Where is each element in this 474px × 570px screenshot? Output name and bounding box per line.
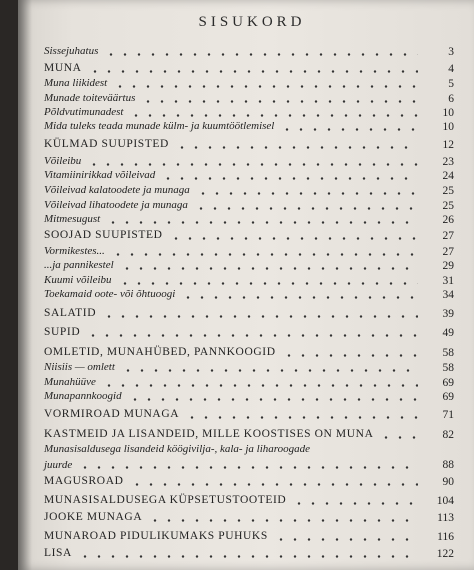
dot-leader <box>148 519 418 522</box>
toc-entry-title: MUNAROAD PIDULIKUMAKS PUHUKS <box>44 530 268 542</box>
dot-leader <box>161 177 418 180</box>
toc-entry-title: Munade toiteväärtus <box>44 92 136 104</box>
toc-entry-title: JOOKE MUNAGA <box>44 511 143 523</box>
toc-entry-page: 27 <box>442 246 454 258</box>
toc-entry-page: 29 <box>442 260 454 272</box>
toc-entry-title: MUNA <box>44 62 82 74</box>
toc-entry-title: Vitamiinirikkad võileivad <box>44 169 156 181</box>
toc-entry <box>44 137 454 151</box>
toc-entry-title: Munapannkoogid <box>44 390 122 402</box>
toc-entry-title: Niisiis — omlett <box>44 361 115 373</box>
toc-entry <box>44 244 454 258</box>
toc-entry <box>44 183 454 197</box>
toc-entry-title: KÜLMAD SUUPISTED <box>44 138 169 150</box>
toc-entry-title: Võileivad lihatoodete ja munaga <box>44 199 188 211</box>
dot-leader <box>120 267 418 270</box>
toc-entry-title: Sissejuhatus <box>44 45 99 57</box>
toc-entry <box>44 119 454 133</box>
toc-entry-page: 27 <box>442 230 454 242</box>
toc-entry-page: 25 <box>442 185 454 197</box>
page-title: SISUKORD <box>198 14 306 30</box>
toc-entry <box>44 258 454 272</box>
dot-leader <box>141 100 418 103</box>
toc-entry <box>44 228 454 242</box>
dot-leader <box>113 85 418 88</box>
toc-entry <box>44 212 454 226</box>
page-gutter-shadow <box>18 0 32 570</box>
toc-entry-page: 10 <box>442 121 454 133</box>
toc-entry-page: 88 <box>442 459 454 471</box>
toc-entry <box>44 76 454 90</box>
toc-entry <box>44 474 454 488</box>
toc-entry-page: 58 <box>442 347 454 359</box>
toc-entry <box>44 306 454 320</box>
toc-entry-title: KASTMEID JA LISANDEID, MILLE KOOSTISES ON MUNA <box>44 428 374 440</box>
dot-leader <box>102 315 418 318</box>
toc-entry-page: 113 <box>437 512 454 524</box>
toc-entry-title: Munasisaldusega lisandeid köögivilja-, kala- ja liharoogade <box>44 443 311 455</box>
dot-leader <box>175 146 418 149</box>
toc-entry-page: 69 <box>442 391 454 403</box>
toc-entry-page: 116 <box>437 531 454 543</box>
toc-entry-page: 31 <box>442 275 454 287</box>
toc-entry-title: SOOJAD SUUPISTED <box>44 229 163 241</box>
toc-entry <box>44 287 454 301</box>
toc-entry <box>44 443 454 471</box>
toc-entry-page: 26 <box>442 214 454 226</box>
toc-entry-page: 34 <box>442 289 454 301</box>
dot-leader <box>88 70 418 73</box>
toc-entry-title: VORMIROAD MUNAGA <box>44 408 180 420</box>
toc-entry-title-continuation: juurde <box>44 459 73 471</box>
dot-leader <box>274 538 418 541</box>
dot-leader <box>104 53 418 56</box>
toc-entry-title: Toekamaid oote- või õhtuoogi <box>44 288 176 300</box>
toc-entry-title: SUPID <box>44 326 81 338</box>
toc-entry <box>44 546 454 560</box>
dot-leader <box>86 334 418 337</box>
dot-leader <box>78 555 418 558</box>
toc-entry <box>44 375 454 389</box>
toc-entry-page: 10 <box>442 107 454 119</box>
toc-entry <box>44 529 454 543</box>
dot-leader <box>78 466 418 469</box>
toc-entry-page: 69 <box>442 377 454 389</box>
dot-leader <box>280 128 418 131</box>
toc-entry-title: ...ja pannikestel <box>44 259 114 271</box>
toc-entry-title: Võileibu <box>44 155 82 167</box>
toc-entry-title: SALATID <box>44 307 97 319</box>
toc-entry-page: 4 <box>448 63 454 75</box>
toc-entry-title: OMLETID, MUNAHÜBED, PANNKOOGID <box>44 346 276 358</box>
toc-entry-title: Muna liikidest <box>44 77 108 89</box>
toc-entry <box>44 198 454 212</box>
dot-leader <box>121 369 418 372</box>
dot-leader <box>106 221 418 224</box>
toc-entry-page: 49 <box>442 327 454 339</box>
toc-entry-title: MAGUSROAD <box>44 475 124 487</box>
toc-entry <box>44 427 454 441</box>
toc-entry-page: 58 <box>442 362 454 374</box>
toc-entry <box>44 389 454 403</box>
book-page <box>18 0 474 570</box>
toc-entry <box>44 44 454 58</box>
toc-entry <box>44 61 454 75</box>
toc-entry-page: 39 <box>442 308 454 320</box>
toc-entry-title: Munahüüve <box>44 376 96 388</box>
toc-entry <box>44 168 454 182</box>
dot-leader <box>102 384 418 387</box>
dot-leader <box>111 253 418 256</box>
toc-entry-title: Võileivad kalatoodete ja munaga <box>44 184 190 196</box>
toc-entry-page: 23 <box>442 156 454 168</box>
toc-entry <box>44 407 454 421</box>
toc-entry-title: MUNASISALDUSEGA KÜPSETUSTOOTEID <box>44 494 287 506</box>
toc-entry <box>44 510 454 524</box>
toc-entry <box>44 273 454 287</box>
dot-leader <box>118 282 418 285</box>
dot-leader <box>87 163 418 166</box>
toc-entry-page: 12 <box>442 139 454 151</box>
toc-entry <box>44 345 454 359</box>
toc-entry-title: Kuumi võileibu <box>44 274 112 286</box>
toc-entry <box>44 325 454 339</box>
dot-leader <box>169 237 418 240</box>
toc-entry-page: 3 <box>448 46 454 58</box>
toc-entry-page: 90 <box>442 476 454 488</box>
toc-entry-page: 122 <box>436 548 454 560</box>
dot-leader <box>282 354 418 357</box>
dot-leader <box>196 192 418 195</box>
dot-leader <box>130 483 418 486</box>
toc-entry-title: Mida tuleks teada munade külm- ja kuumtöötlemisel <box>44 120 275 132</box>
dot-leader <box>181 296 418 299</box>
toc-entry <box>44 91 454 105</box>
dot-leader <box>129 114 418 117</box>
toc-entry-page: 6 <box>448 93 454 105</box>
toc-entry-page: 24 <box>442 170 454 182</box>
toc-entry <box>44 493 454 507</box>
toc-entry-title: LISA <box>44 547 72 559</box>
toc-entry-page: 82 <box>442 429 454 441</box>
toc-entry-page: 25 <box>442 200 454 212</box>
toc-entry <box>44 154 454 168</box>
dot-leader <box>292 502 418 505</box>
toc-entry-page: 71 <box>442 409 454 421</box>
dot-leader <box>194 207 418 210</box>
toc-entry <box>44 360 454 374</box>
dot-leader <box>379 436 418 439</box>
dot-leader <box>128 398 418 401</box>
toc-entry-page: 104 <box>436 495 454 507</box>
toc-entry-page: 5 <box>448 78 454 90</box>
toc-entry-title: Mitmesugust <box>44 213 101 225</box>
toc-entry <box>44 105 454 119</box>
dot-leader <box>185 416 418 419</box>
toc-entry-title: Põldvutimunadest <box>44 106 124 118</box>
toc-entry-title: Vormikestes... <box>44 245 105 257</box>
